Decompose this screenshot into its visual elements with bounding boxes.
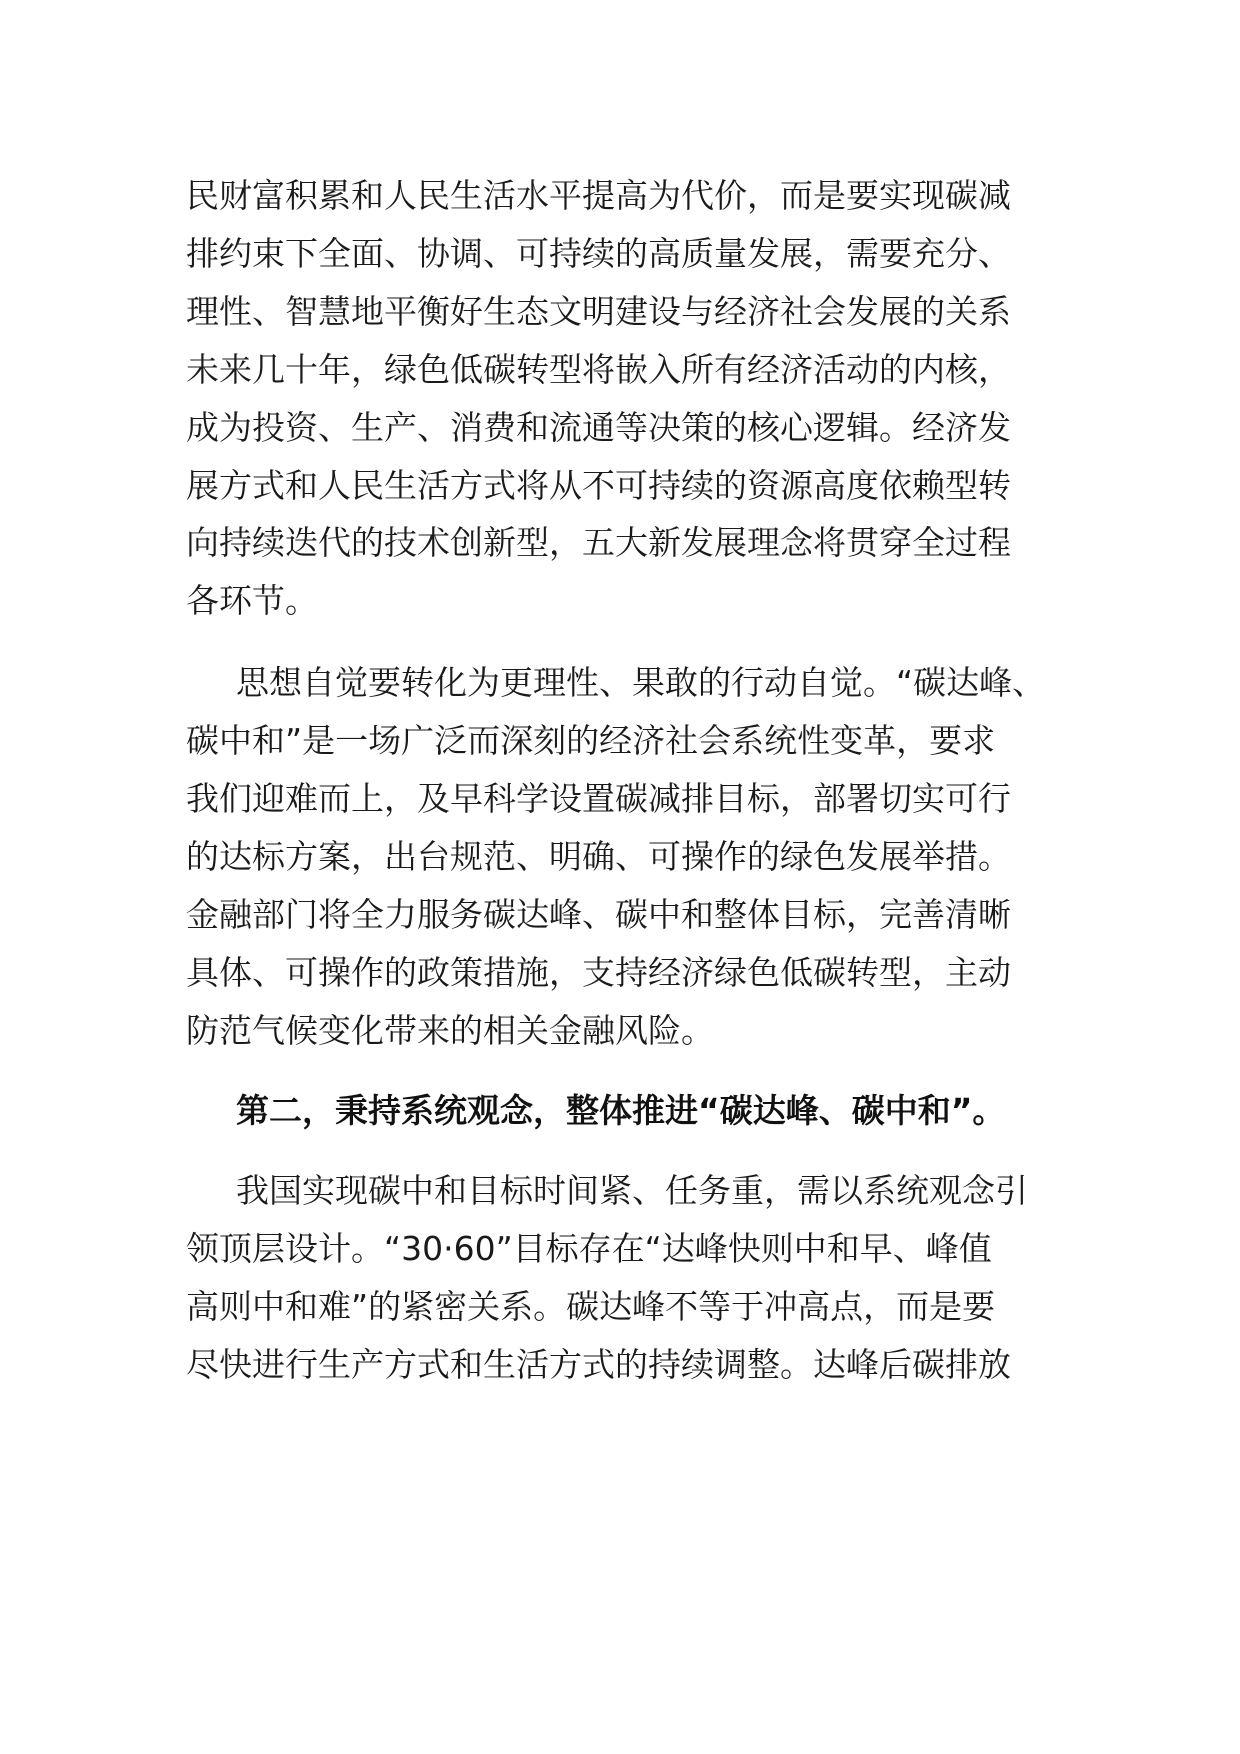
paragraph-3-line-1: 我国实现碳中和目标时间紧、任务重，需以系统观念引 — [236, 1171, 1028, 1210]
paragraph-1-line-3: 理性、智慧地平衡好生态文明建设与经济社会发展的关系 — [186, 292, 1011, 331]
paragraph-3-line-3: 高则中和难”的紧密关系。碳达峰不等于冲高点，而是要 — [186, 1287, 996, 1326]
paragraph-1-line-1: 民财富积累和人民生活水平提高为代价，而是要实现碳减 — [186, 176, 1011, 215]
paragraph-1-line-8: 各环节。 — [186, 581, 318, 620]
paragraph-1-line-5: 成为投资、生产、消费和流通等决策的核心逻辑。经济发 — [186, 408, 1011, 447]
paragraph-2-line-5: 金融部门将全力服务碳达峰、碳中和整体目标，完善清晰 — [186, 895, 1011, 934]
paragraph-3-line-4: 尽快进行生产方式和生活方式的持续调整。达峰后碳排放 — [186, 1345, 1011, 1384]
paragraph-2-line-4: 的达标方案，出台规范、明确、可操作的绿色发展举措。 — [186, 837, 1011, 876]
paragraph-3-line-2: 领顶层设计。“30·60”目标存在“达峰快则中和早、峰值 — [186, 1229, 992, 1268]
paragraph-2-line-3: 我们迎难而上，及早科学设置碳减排目标，部署切实可行 — [186, 779, 1011, 818]
paragraph-2-line-1: 思想自觉要转化为更理性、果敢的行动自觉。“碳达峰、 — [236, 663, 1046, 702]
paragraph-1-line-7: 向持续迭代的技术创新型，五大新发展理念将贯穿全过程 — [186, 523, 1011, 562]
paragraph-2-line-6: 具体、可操作的政策措施，支持经济绿色低碳转型，主动 — [186, 953, 1011, 992]
paragraph-2-line-2: 碳中和”是一场广泛而深刻的经济社会系统性变革，要求 — [186, 721, 996, 760]
paragraph-1-line-4: 未来几十年，绿色低碳转型将嵌入所有经济活动的内核， — [186, 350, 1011, 389]
section-heading: 第二，秉持系统观念，整体推进“碳达峰、碳中和”。 — [236, 1091, 1006, 1130]
paragraph-1-line-2: 排约束下全面、协调、可持续的高质量发展，需要充分、 — [186, 234, 1011, 273]
paragraph-2-line-7: 防范气候变化带来的相关金融风险。 — [186, 1011, 714, 1050]
paragraph-1-line-6: 展方式和人民生活方式将从不可持续的资源高度依赖型转 — [186, 466, 1011, 505]
